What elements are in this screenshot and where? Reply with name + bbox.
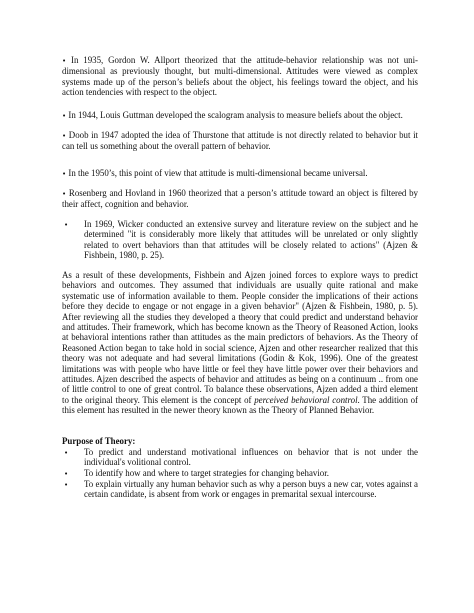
paragraph-text: In the 1950’s, this point of view that attitude is multi-dimensional became universal. [66,168,368,178]
body-text-end: . The addition of this element has resulted in the newer theory known as the Theory of Planned Behavior. [62,394,419,416]
paragraph-text: Rosenberg and Hovland in 1960 theorized that a person’s attitude toward an object is filtered by their affect, cognition and behavior. [62,188,418,210]
indented-item-wicker: In 1969, Wicker conducted an extensive survey and literature review on the subject and he determined "it is considerably more likely that attitudes will be unrelated or only slightly related to overt behaviors than that attitudes will be closely related to actions" (Ajzen & Fishbein, 1980, p. 25). [84,219,418,261]
paragraph-doob [62,130,418,152]
purpose-item: To identify how and where to target strategies for changing behavior. [84,468,329,478]
bullet-icon: • [64,449,69,457]
paragraph-text: In 1944, Louis Guttman developed the scalogram analysis to measure beliefs about the object. [66,110,403,120]
bullet-icon: • [62,190,67,198]
paragraph-1950s [62,168,418,179]
paragraph-text: In 1935, Gordon W. Allport theorized that the attitude-behavior relationship was not uni-dimensional as previously thought, but multi-dimensional. Attitudes were viewed as complex systems made up of the person’s beliefs about the object, his feelings toward the object, and his action tendencies with respect to the object. [62,55,418,98]
body-text: As a result of these developments, Fishbein and Ajzen joined forces to explore ways to predict behaviors and outcomes. They assumed that individuals are usually quite rational and make systematic use of information available to them. People consider the implications of their actions before they decide to engage or not engage in a given behavior" (Ajzen & Fishbein, 1980, p. 5). After reviewing all the studies they developed a theory that could predict and understand behavior and attitudes. Their framework, which has become known as the Theory of Reasoned Action, looks at behavioral intentions rather than attitudes as the main predictors of behaviors. As the Theory of Reasoned Action began to take hold in social science, Ajzen and other researcher realized that this theory was not adequate and had several limitations (Godin & Kok, 1996). One of the greatest limitations was with people who have little or feel they have little power over their behaviors and attitudes. Ajzen described the aspects of behavior and attitudes as being on a continuum .. from one of little control to one of great control. To balance these observations, Ajzen added a third element to the original theory. This element is the concept of [62,270,418,405]
body-italic-term: perceived behavioral control [254,394,358,405]
bullet-icon: • [64,481,69,489]
paragraph-rosenberg [62,188,418,210]
bullet-icon: • [62,57,67,65]
bullet-icon: • [62,170,67,178]
body-paragraph [62,270,418,416]
paragraph-allport [62,55,418,98]
paragraph-guttman [62,110,418,121]
purpose-item: To explain virtually any human behavior such as why a person buys a new car, votes against a certain candidate, is absent from work or engages in premarital sexual intercourse. [84,479,418,500]
bullet-icon: • [62,132,67,140]
bullet-icon: • [64,470,69,478]
paragraph-text: Doob in 1947 adopted the idea of Thurstone that attitude is not directly related to behavior but it can tell us something about the overall pattern of behavior. [62,130,418,152]
bullet-icon: • [62,112,67,120]
bullet-icon: • [64,221,69,229]
purpose-heading: Purpose of Theory: [62,436,136,446]
purpose-item: To predict and understand motivational influences on behavior that is not under the individual's volitional control. [84,447,418,468]
